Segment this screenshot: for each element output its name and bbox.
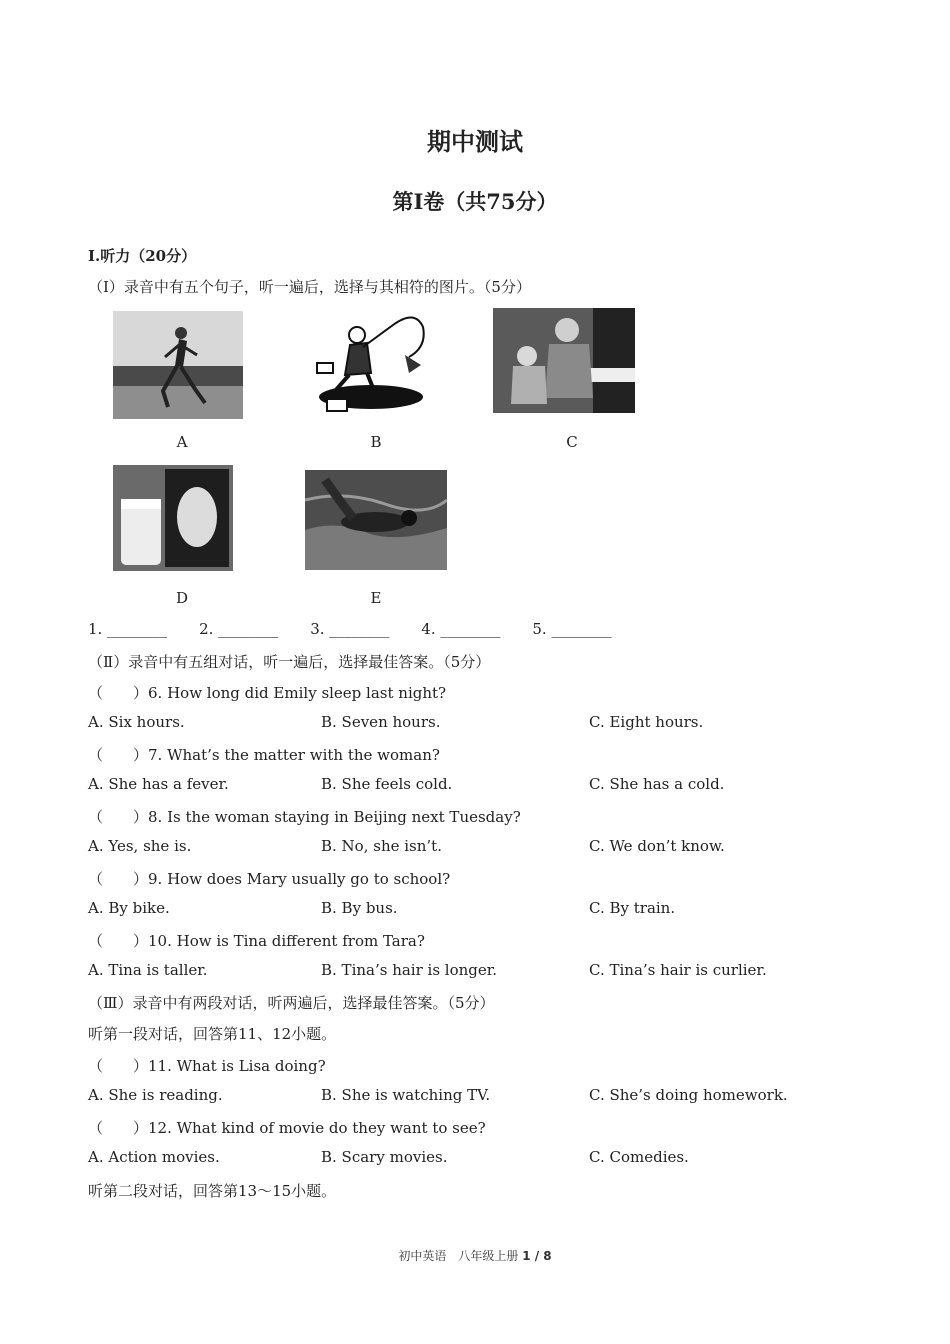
q10-option-b: B. Tina’s hair is longer.: [321, 961, 498, 979]
q11-option-b: B. She is watching TV.: [321, 1086, 491, 1104]
q6-option-c: C. Eight hours.: [589, 713, 704, 731]
q10-option-a: A. Tina is taller.: [88, 961, 208, 979]
q12-option-b: B. Scary movies.: [321, 1148, 448, 1166]
page-number: 1 / 8: [522, 1249, 552, 1263]
part3-dialog2-note: 听第二段对话，回答第13～15小题。: [88, 1182, 337, 1200]
q9-option-c: C. By train.: [589, 899, 676, 917]
q8-option-c: C. We don’t know.: [589, 837, 725, 855]
picture-d-milk: [113, 465, 233, 571]
part1-answer-blanks: [88, 620, 643, 638]
picture-d-label: D: [175, 589, 189, 607]
picture-c-label: C: [566, 433, 578, 451]
question-7: （ ）7. What’s the matter with the woman?: [88, 746, 440, 764]
q11-option-c: C. She’s doing homework.: [589, 1086, 788, 1104]
answer-blank-5[interactable]: 5. ________: [532, 620, 612, 638]
page-subtitle: 第Ⅰ卷（共75分）: [392, 189, 558, 214]
q9-option-a: A. By bike.: [88, 899, 170, 917]
picture-a-runner: [113, 311, 243, 419]
q7-option-a: A. She has a fever.: [88, 775, 229, 793]
q7-option-b: B. She feels cold.: [321, 775, 453, 793]
q6-option-b: B. Seven hours.: [321, 713, 441, 731]
q12-option-a: A. Action movies.: [88, 1148, 220, 1166]
question-12: （ ）12. What kind of movie do they want to see?: [88, 1119, 486, 1137]
picture-e-label: E: [370, 589, 382, 607]
part2-instruction: （Ⅱ）录音中有五组对话，听一遍后，选择最佳答案。（5分）: [88, 653, 491, 671]
answer-blank-3[interactable]: 3. ________: [310, 620, 390, 638]
picture-b-label: B: [370, 433, 382, 451]
question-11: （ ）11. What is Lisa doing?: [88, 1057, 326, 1075]
picture-c-piano: [493, 308, 635, 413]
question-6: （ ）6. How long did Emily sleep last night?: [88, 684, 447, 702]
page-footer: [0, 1247, 950, 1264]
q12-option-c: C. Comedies.: [589, 1148, 689, 1166]
question-10: （ ）10. How is Tina different from Tara?: [88, 932, 425, 950]
part3-instruction: （Ⅲ）录音中有两段对话，听两遍后，选择最佳答案。（5分）: [88, 994, 495, 1012]
q7-option-c: C. She has a cold.: [589, 775, 725, 793]
q8-option-a: A. Yes, she is.: [88, 837, 192, 855]
picture-b-fishing: [305, 307, 437, 419]
answer-blank-2[interactable]: 2. ________: [199, 620, 279, 638]
part1-instruction: （Ⅰ）录音中有五个句子，听一遍后，选择与其相符的图片。（5分）: [88, 278, 531, 296]
question-8: （ ）8. Is the woman staying in Beijing next Tuesday?: [88, 808, 521, 826]
footer-text: 初中英语 八年级上册: [398, 1249, 519, 1263]
answer-blank-4[interactable]: 4. ________: [421, 620, 501, 638]
q11-option-a: A. She is reading.: [88, 1086, 223, 1104]
q10-option-c: C. Tina’s hair is curlier.: [589, 961, 767, 979]
answer-blank-1[interactable]: 1. ________: [88, 620, 168, 638]
q8-option-b: B. No, she isn’t.: [321, 837, 442, 855]
picture-a-label: A: [176, 433, 188, 451]
question-9: （ ）9. How does Mary usually go to school?: [88, 870, 451, 888]
page-title: 期中测试: [427, 127, 523, 156]
section-listening-heading: Ⅰ.听力（20分）: [88, 247, 197, 265]
q9-option-b: B. By bus.: [321, 899, 398, 917]
part3-dialog1-note: 听第一段对话，回答第11、12小题。: [88, 1025, 337, 1043]
picture-e-swimming: [305, 470, 447, 570]
q6-option-a: A. Six hours.: [88, 713, 185, 731]
